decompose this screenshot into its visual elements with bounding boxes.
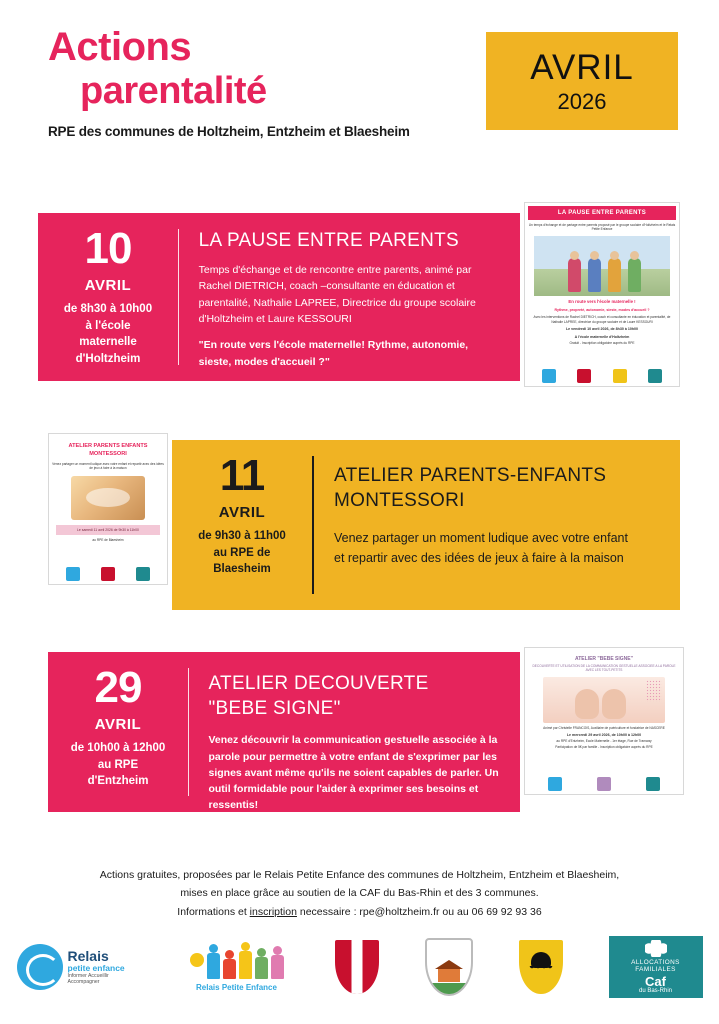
event-3-text: [188, 652, 520, 824]
figure-green-icon: [255, 957, 268, 979]
event-1-time-text: de 8h30 à 10h00: [63, 303, 153, 315]
event-3-poster-footer: Participation de 5€ par famille - Inscription obligatoire auprès du RPE: [555, 744, 653, 749]
shield-entzheim-icon: [425, 938, 473, 996]
event-2-time-text: de 9h30 à 11h00: [198, 530, 286, 542]
event-1-poster-subtitle: En route vers l'école maternelle !: [568, 298, 636, 304]
poster3-logo-caf-icon: [646, 777, 660, 791]
event-3-poster-animator: Animé par Christelle FRANCOIS, Auxiliaire de puériculture et fondatrice de NASCERE: [543, 726, 665, 731]
event-2-time: [172, 528, 312, 578]
event-2-description-2: et repartir avec des idées de jeux à faire à la maison: [334, 551, 624, 566]
event-1-poster-footer: Gratuit - Inscription obligatoire auprès du RPE: [569, 340, 635, 345]
event-2-date: [172, 440, 312, 578]
event-2-text: [314, 440, 680, 578]
event-1-poster-details: Avec les interventions de Rachel DIETRICH, coach et consultante en éducation et parentalité, de Nathalie LAPREE, directrice du groupe scolaire et de Laure KESSOURI: [533, 315, 671, 324]
photo-child-3: [608, 258, 621, 292]
page-title-line2: parentalité: [80, 70, 267, 112]
photo-child-2: [588, 258, 601, 292]
figure-pink-icon: [271, 955, 284, 979]
event-3-title-2: "BEBE SIGNE": [208, 698, 341, 720]
caf-line4: du Bas-Rhin: [638, 988, 673, 994]
logo-relais-petite-enfance: [17, 939, 141, 995]
event-2-day: 11: [219, 451, 265, 500]
photo-dot-pattern: [646, 680, 662, 702]
event-2-place-2: Blaesheim: [213, 563, 271, 576]
event-3-poster-when: Le mercredi 29 avril 2026, de 10h00 à 12h00: [566, 733, 642, 738]
photo-hand-1: [575, 689, 599, 719]
event-3-poster-photo: [543, 677, 665, 723]
month-year: 2026: [557, 88, 607, 114]
photo-child-4: [628, 258, 641, 292]
event-2-poster-logos: [49, 567, 167, 581]
footer-line-1: Actions gratuites, proposées par le Relais Petite Enfance des communes de Holtzheim, Entzheim et Blaesheim,: [99, 869, 620, 881]
event-1-poster-inner: [525, 203, 679, 386]
sun-icon: [190, 953, 204, 967]
event-3-time: [48, 740, 188, 790]
event-2-month: AVRIL: [218, 504, 266, 521]
event-3-month: AVRIL: [94, 716, 142, 733]
figure-red-icon: [223, 959, 236, 979]
logo-rpe-figures: [185, 943, 289, 992]
photo-hand-2: [602, 689, 626, 719]
figure-blue-icon: [207, 953, 220, 979]
event-1-day: 10: [84, 224, 132, 273]
page-subtitle: RPE des communes de Holtzheim, Entzheim et Blaesheim: [48, 123, 410, 139]
event-1-poster-thumbnail: [524, 202, 680, 387]
event-3: [0, 652, 719, 812]
event-3-poster-subtitle: DECOUVERTE ET UTILISATION DE LA COMMUNICATION GESTUELLE ASSOCIEE A LA PAROLE AVEC LES TOUT-PETITS: [532, 663, 676, 672]
footer-line-3-suffix: necessaire : rpe@holtzheim.fr ou au 06 69 92 93 36: [296, 905, 542, 918]
footer-line-2: mises en place grâce au soutien de la CAF du Bas-Rhin et des 3 communes.: [180, 887, 539, 900]
event-1-description: Temps d'échange et de rencontre entre parents, animé par Rachel DIETRICH, coach –consultante en éducation et parentalité, Nathalie LAPREE, Directrice du groupe scolaire d'Holtzheim et Laure KESSOURI: [198, 264, 476, 325]
shield-creature-icon: [531, 952, 551, 968]
event-1-poster-photo: [534, 236, 670, 296]
rpe-figures-group: [190, 943, 284, 979]
rpe-figures-label: Relais Petite Enfance: [196, 982, 277, 992]
event-3-poster-thumbnail: [524, 647, 684, 795]
footer-logos: [0, 924, 719, 1010]
event-1-poster-header: LA PAUSE ENTRE PARENTS: [528, 206, 676, 220]
event-2-poster-title-1: ATELIER PARENTS ENFANTS: [68, 443, 148, 449]
event-2-poster-thumbnail: [48, 433, 168, 585]
event-3-poster-logos: [525, 777, 683, 791]
event-1-time: [38, 301, 178, 368]
event-3-date: [48, 652, 188, 790]
page-title-line1: Actions: [48, 25, 192, 69]
logo-blason-entzheim: [425, 938, 473, 996]
caf-line2: FAMILIALES: [635, 966, 676, 973]
logo-blason-holtzheim: [333, 938, 381, 996]
title-block: [48, 26, 468, 139]
caf-line1: ALLOCATIONS: [631, 959, 680, 966]
logo-blason-blaesheim: [517, 938, 565, 996]
event-3-place-1: au RPE: [97, 758, 139, 771]
footer-line-3-prefix: Informations et: [177, 905, 250, 918]
poster-logo-caf-icon: [648, 369, 662, 383]
event-2-poster-title-2: MONTESSORI: [89, 450, 127, 457]
shield-body-white: [425, 938, 473, 996]
relais-logo-line3: Informer Accueillir Accompagner: [67, 972, 109, 985]
event-2-title-1: ATELIER PARENTS-ENFANTS: [334, 465, 607, 486]
shield-body-yellow: [517, 938, 565, 996]
event-3-place-2: d'Entzheim: [87, 775, 149, 788]
event-1-poster-where: A l'école maternelle d'Holtzheim: [574, 334, 630, 339]
event-3-title-1: ATELIER DECOUVERTE: [208, 673, 429, 694]
caf-line3: Caf: [645, 974, 666, 989]
shield-holtzheim-icon: [333, 938, 381, 996]
event-2-poster-inner: [49, 434, 167, 584]
event-2-poster-photo: [71, 476, 145, 520]
event-1-text: [179, 213, 520, 380]
event-1-quote: "En route vers l'école maternelle! Rythme, autonomie, sieste, modes d'accueil ?": [198, 339, 469, 368]
poster3-logo-relais-icon: [548, 777, 562, 791]
event-3-band: [48, 652, 520, 812]
shield-blaesheim-icon: [517, 938, 565, 996]
poster2-logo-blason-icon: [101, 567, 115, 581]
event-3-poster-header: ATELIER "BEBE SIGNE": [575, 656, 633, 662]
relais-logo-group: [17, 939, 141, 995]
event-2-description-1: Venez partager un moment ludique avec votre enfant: [334, 531, 628, 546]
event-1-poster-intro: Un temps d'échange et de partage entre parents proposé par le groupe scolaire d'Holtzheim et le Relais Petite Enfance: [528, 223, 676, 232]
poster-logo-relais-icon: [542, 369, 556, 383]
event-3-day: 29: [94, 663, 142, 712]
event-2-poster-intro: Venez partager un moment ludique avec votre enfant et repartir avec des idées de jeux à faire à la maison: [52, 461, 164, 471]
event-1-place-2: maternelle: [79, 336, 137, 349]
relais-logo-line2: petite enfance: [67, 963, 125, 974]
caf-flower-icon: [645, 940, 667, 957]
event-1-poster-logos: [525, 369, 679, 383]
footer-text: [0, 866, 719, 921]
event-3-time-text: de 10h00 à 12h00: [70, 742, 166, 754]
event-1-title: LA PAUSE ENTRE PARENTS: [198, 230, 459, 251]
event-3-poster-where: au RPE d'Entzheim, Ecole Maternelle - 1er étage, Rue de Tramway: [556, 739, 652, 744]
poster2-logo-caf-icon: [136, 567, 150, 581]
event-2-poster-where: au RPE de Blaesheim: [92, 538, 124, 543]
logo-caf-bas-rhin: [609, 936, 703, 998]
shield-grass: [427, 983, 471, 994]
event-2-title-2: MONTESSORI: [334, 490, 465, 512]
poster-logo-blason2-icon: [613, 369, 627, 383]
event-1-poster-subtitle2: Rythme, propreté, autonomie, sieste, modes d'accueil ?: [554, 307, 650, 312]
poster-logo-blason-icon: [577, 369, 591, 383]
relais-logo-line1: Relais: [67, 948, 109, 965]
event-1-month: AVRIL: [84, 277, 132, 294]
month-name: AVRIL: [530, 47, 634, 87]
relais-logo-text: [68, 948, 141, 986]
footer-line-3-underline: inscription: [249, 905, 297, 918]
event-1: [0, 210, 719, 381]
poster2-logo-relais-icon: [66, 567, 80, 581]
photo-child-1: [568, 258, 581, 292]
event-1-poster-when: Le vendredi 10 avril 2026, de 8h30 à 10h00: [565, 326, 639, 331]
event-1-place-1: à l'école: [85, 319, 131, 332]
month-badge: [486, 32, 678, 130]
shield-body-red: [333, 938, 381, 996]
event-3-description: Venez découvrir la communication gestuelle associée à la parole pour permettre à votre enfant de s'exprimer par les signes avant même qu'ils ne soient capables de parler. Un outil formidable pour l'aider à exprimer ses besoins et ressentis!: [208, 734, 499, 812]
event-2-poster-when: Le samedi 11 avril 2026 de 9h30 à 11h00: [56, 525, 160, 536]
event-3-poster-inner: [525, 648, 683, 794]
footer-line-3: [0, 903, 719, 921]
relais-swirl-icon: [17, 944, 63, 990]
figure-yellow-icon: [239, 951, 252, 979]
event-2-band: [172, 440, 680, 610]
event-1-date: [38, 213, 178, 368]
poster3-logo-nascere-icon: [597, 777, 611, 791]
event-2-place-1: au RPE de: [213, 546, 271, 559]
event-2: [0, 440, 719, 610]
caf-logo-box: [609, 936, 703, 998]
event-1-band: [38, 213, 520, 381]
poster-header: [0, 0, 719, 175]
shield-bend-white: [351, 940, 362, 994]
event-1-place-3: d'Holtzheim: [75, 353, 141, 366]
shield-house-icon: [438, 968, 460, 982]
